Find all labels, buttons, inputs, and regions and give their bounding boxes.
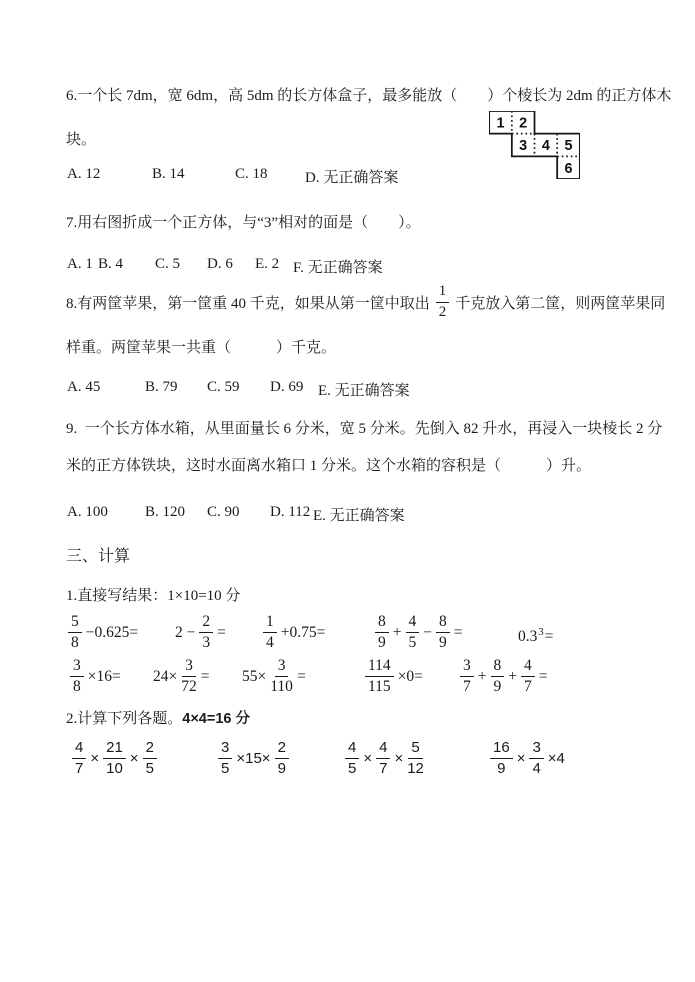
expr-text: ×15× (236, 749, 271, 767)
fraction: $\frac{8}{9}$ (491, 658, 505, 696)
question-9-line-1: 9. 一个长方体水箱，从里面量长 6 分米，宽 5 分米。先倒入 82 升水，再浸入一块棱长 2 分 (66, 421, 663, 437)
option-f: F. 无正确答案 (293, 260, 383, 276)
expr-text: = (544, 628, 554, 645)
expr-text: = (217, 623, 226, 641)
fraction: $\frac{21}{10}$ (103, 740, 126, 777)
option-d: D. 无正确答案 (305, 170, 399, 186)
expr-text: −0.625= (85, 623, 139, 641)
fraction: $\frac{1}{4}$ (263, 614, 277, 652)
expr-text: +0.75= (280, 623, 326, 641)
expr-text: = (200, 667, 210, 685)
superscript: 3 (538, 626, 544, 638)
expr-text: + (392, 623, 402, 641)
option-a: A. 100 (67, 504, 108, 520)
option-e: E. 无正确答案 (318, 383, 410, 399)
option-c: C. 59 (207, 379, 240, 395)
calc-expr-2-4 (365, 658, 423, 696)
calc-expr-3-1 (72, 740, 157, 777)
fraction: $\frac{2}{5}$ (143, 740, 157, 777)
expr-text: 8.有两筐苹果，第一筐重 40 千克，如果从第一筐中取出 (66, 295, 430, 312)
calc-expr-1-2 (175, 614, 226, 652)
fraction: $\frac{5}{12}$ (407, 739, 424, 777)
expr-text: ×0= (397, 667, 423, 685)
option-b: B. 4 (98, 256, 124, 272)
question-8-options (0, 379, 695, 401)
option-b: B. 14 (152, 166, 185, 182)
calc-expr-1-3 (263, 614, 325, 652)
question-6-line-1: 6.一个长 7dm，宽 6dm，高 5dm 的长方体盒子，最多能放（ ）个棱长为 2dm 的正方体木 (66, 88, 672, 104)
calc-1-heading: 1.直接写结果：1×10=10 分 (66, 588, 241, 604)
fraction: $\frac{4}{5}$ (406, 614, 420, 652)
option-d: D. 112 (270, 504, 311, 520)
section-3-title: 三、计算 (66, 548, 131, 565)
fraction: $\frac{4}{7}$ (72, 740, 86, 777)
expr-text: 千克放入第二筐，则两筐苹果同 (455, 295, 666, 312)
fraction: $\frac{4}{5}$ (345, 740, 359, 777)
option-b: B. 79 (145, 379, 178, 395)
expr-text: ×4 (547, 749, 565, 767)
question-8-line-1 (66, 284, 665, 321)
calc-expr-2-1 (70, 658, 121, 696)
option-c: C. 90 (207, 504, 240, 520)
option-b: B. 120 (145, 504, 186, 520)
option-d: D. 69 (270, 379, 304, 395)
net-face-6: 6 (564, 160, 573, 177)
net-face-1: 1 (496, 115, 505, 132)
option-e: E. 2 (255, 256, 280, 272)
expr-text: × (129, 749, 139, 767)
calc-expr-1-1 (68, 614, 138, 652)
calc-expr-3-2 (218, 740, 289, 777)
fraction: $\frac{3}{5}$ (218, 740, 232, 777)
fraction: $\frac{4}{7}$ (521, 658, 535, 696)
expr-text: = (538, 667, 548, 685)
calc-expr-2-3 (242, 658, 306, 696)
question-9-line-2: 米的正方体铁块，这时水面离水箱口 1 分米。这个水箱的容积是（ ）升。 (66, 458, 592, 474)
calc-expr-3-4 (490, 740, 565, 777)
fraction: $\frac{3}{4}$ (529, 740, 543, 777)
fraction: $\frac{8}{9}$ (436, 614, 450, 652)
fraction: $\frac{3}{110}$ (270, 657, 293, 696)
fraction: $\frac{8}{9}$ (375, 614, 389, 652)
calc-expr-2-2 (153, 658, 210, 696)
fraction: $\frac{2}{3}$ (199, 614, 213, 652)
expr-text: + (477, 667, 487, 685)
fraction: $\frac{3}{8}$ (70, 658, 84, 696)
fraction: $\frac{3}{72}$ (181, 657, 197, 696)
question-6-options (0, 166, 695, 188)
fraction: $\frac{114}{115}$ (365, 658, 394, 696)
calc-expr-1-5 (518, 628, 553, 646)
fraction: $\frac{3}{7}$ (460, 658, 474, 696)
option-c: C. 5 (155, 256, 181, 272)
question-7-line-1: 7.用右图折成一个正方体，与“3”相对的面是（ ）。 (66, 215, 421, 231)
option-e: E. 无正确答案 (313, 508, 405, 524)
calc-expr-1-4 (375, 614, 463, 652)
expr-text: × (363, 749, 373, 767)
fraction: $\frac{5}{8}$ (68, 614, 82, 652)
expr-text: × (516, 749, 526, 767)
net-face-2: 2 (519, 115, 528, 132)
option-a: A. 45 (67, 379, 101, 395)
net-face-3: 3 (519, 138, 528, 155)
calc-2-heading (66, 710, 250, 729)
expr-text: − (423, 623, 432, 641)
question-8-line-2: 样重。两筐苹果一共重（ ）千克。 (66, 340, 337, 356)
expr-text: 24× (153, 667, 178, 685)
expr-text: 0.3 (518, 628, 538, 645)
expr-text: × (90, 749, 100, 767)
question-9-options (0, 504, 695, 526)
calc-expr-2-5 (460, 658, 548, 696)
expr-text: 2 − (175, 623, 196, 641)
net-face-4: 4 (541, 138, 550, 155)
fraction: $\frac{2}{9}$ (275, 740, 289, 777)
calc-2-heading-text: 2.计算下列各题。 (66, 711, 183, 727)
expr-text: × (394, 749, 404, 767)
question-7-options (0, 256, 695, 278)
expr-text: + (508, 667, 517, 685)
option-c: C. 18 (235, 166, 268, 182)
option-d: D. 6 (207, 256, 233, 272)
fraction: $\frac{16}{9}$ (490, 740, 513, 777)
fraction: $\frac{1}{2}$ (436, 284, 450, 321)
option-a: A. 1 (67, 256, 93, 272)
expr-text: 55× (242, 667, 267, 685)
expr-text: ×16= (87, 667, 121, 685)
question-6-line-2: 块。 (66, 132, 97, 148)
calc-2-heading-score: 4×4=16 分 (182, 711, 250, 727)
calc-expr-3-3 (345, 740, 424, 777)
fraction: $\frac{4}{7}$ (376, 740, 390, 777)
option-a: A. 12 (67, 166, 101, 182)
net-face-5: 5 (564, 138, 573, 155)
expr-text: = (453, 623, 463, 641)
expr-text: = (296, 667, 306, 685)
